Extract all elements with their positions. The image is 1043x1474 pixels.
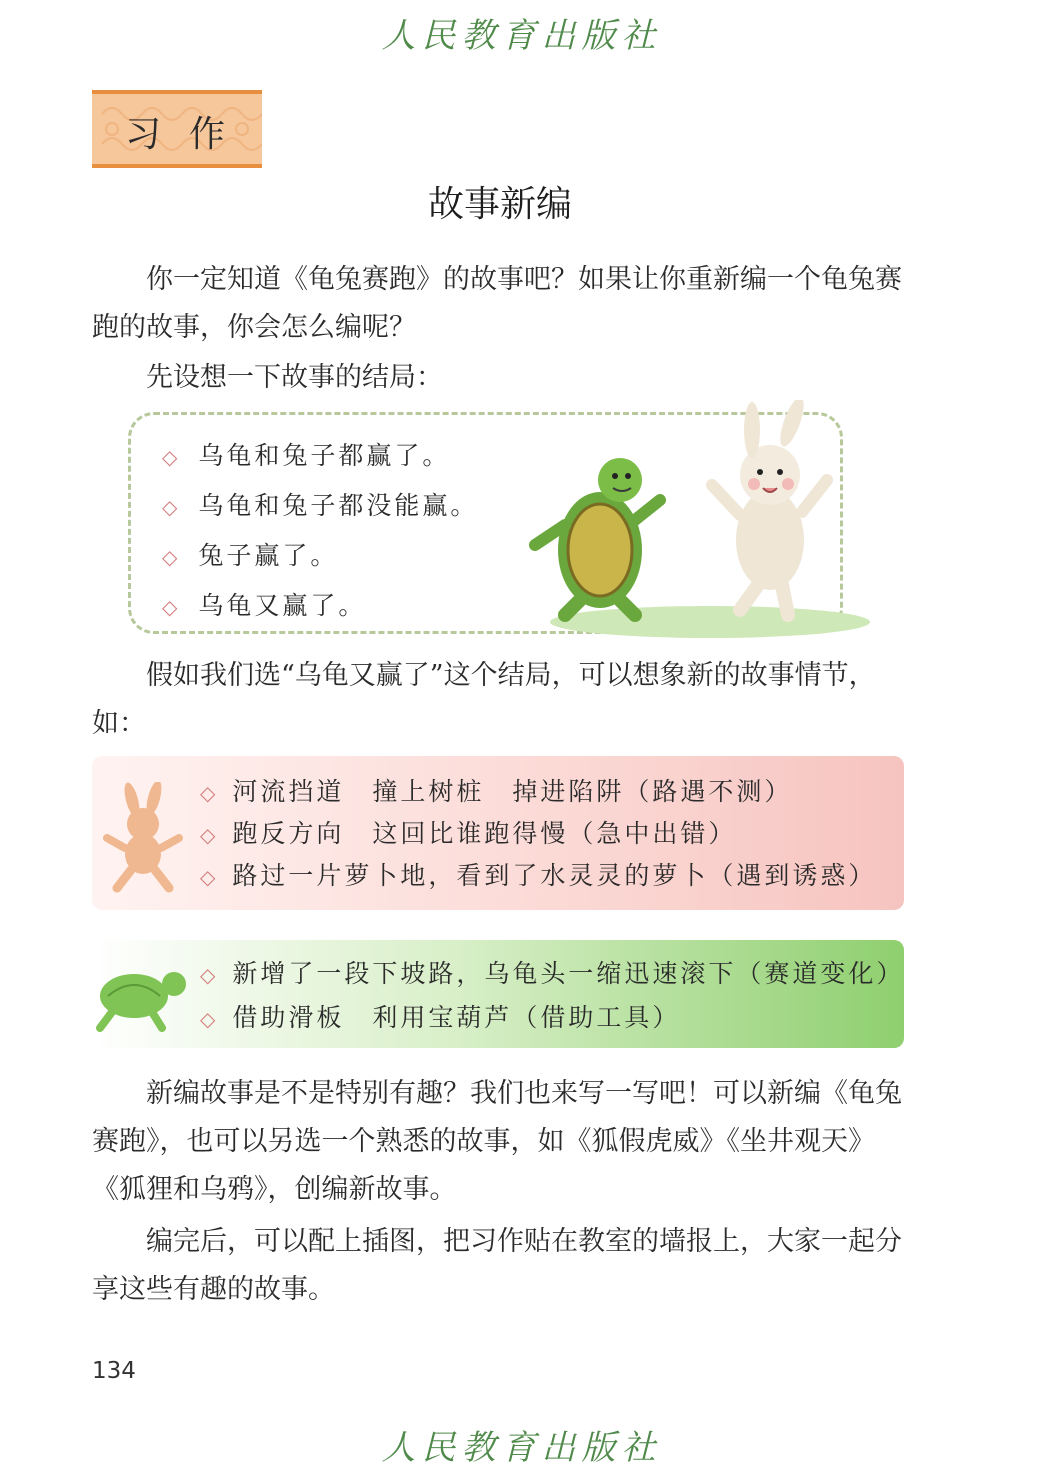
diamond-bullet-icon: ◇ — [200, 1007, 219, 1031]
diamond-bullet-icon: ◇ — [200, 781, 219, 805]
ending-item: ◇ 乌龟和兔子都没能赢。 — [162, 491, 479, 520]
ending-item: ◇ 乌龟又赢了。 — [162, 591, 367, 620]
turtle-and-rabbit-illustration — [520, 400, 880, 640]
intro-paragraph: 你一定知道《龟兔赛跑》的故事吧？如果让你重新编一个龟兔赛跑的故事，你会怎么编呢？ — [92, 264, 902, 343]
rabbit-plot-item: ◇ 路过一片萝卜地，看到了水灵灵的萝卜（遇到诱惑） — [200, 861, 877, 890]
diamond-bullet-icon: ◇ — [162, 595, 181, 619]
dancing-turtle-illustration — [535, 458, 660, 615]
dancing-rabbit-illustration — [712, 400, 827, 615]
diamond-bullet-icon: ◇ — [200, 823, 219, 847]
ending-item: ◇ 兔子赢了。 — [162, 541, 339, 570]
sharing-paragraph: 编完后，可以配上插图，把习作贴在教室的墙报上，大家一起分享这些有趣的故事。 — [92, 1226, 902, 1305]
page-title: 故事新编 — [427, 184, 572, 225]
rabbit-plot-item: ◇ 跑反方向 这回比谁跑得慢（急中出错） — [200, 819, 737, 848]
section-tag-label: 习作 — [124, 114, 253, 155]
endings-prompt: 先设想一下故事的结局： — [146, 362, 443, 393]
turtle-silhouette-illustration — [92, 956, 192, 1036]
ending-item: ◇ 乌龟和兔子都赢了。 — [162, 441, 451, 470]
plot-prompt-paragraph: 假如我们选“乌龟又赢了”这个结局，可以想象新的故事情节，如： — [92, 660, 876, 739]
grass-patch — [550, 606, 870, 638]
publisher-watermark-bottom: 人民教育出版社 — [381, 1428, 662, 1468]
diamond-bullet-icon: ◇ — [162, 495, 181, 519]
page-number: 134 — [92, 1358, 136, 1384]
diamond-bullet-icon: ◇ — [200, 865, 219, 889]
creative-writing-paragraph: 新编故事是不是特别有趣？我们也来写一写吧！可以新编《龟兔赛跑》，也可以另选一个熟悉的故事，如《狐假虎威》《坐井观天》《狐狸和乌鸦》，创编新故事。 — [92, 1078, 902, 1205]
rabbit-plot-item: ◇ 河流挡道 撞上树桩 掉进陷阱（路遇不测） — [200, 777, 793, 806]
diamond-bullet-icon: ◇ — [200, 963, 219, 987]
diamond-bullet-icon: ◇ — [162, 445, 181, 469]
turtle-plot-item: ◇ 借助滑板 利用宝葫芦（借助工具） — [200, 1003, 681, 1032]
section-tag — [92, 90, 262, 168]
turtle-plot-item: ◇ 新增了一段下坡路，乌龟头一缩迅速滚下（赛道变化） — [200, 959, 905, 988]
rabbit-silhouette-illustration — [98, 782, 188, 894]
diamond-bullet-icon: ◇ — [162, 545, 181, 569]
publisher-watermark-top: 人民教育出版社 — [381, 16, 662, 56]
